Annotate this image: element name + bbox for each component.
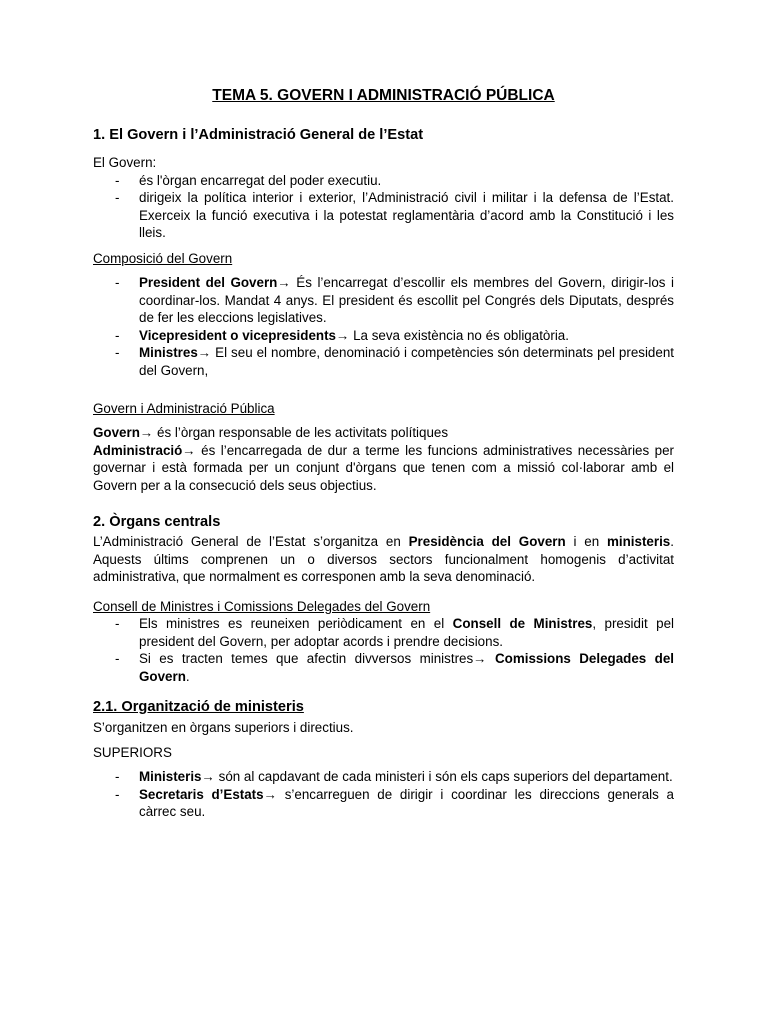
section-2-1-body	[93, 719, 674, 737]
list-item-text: → És l’encarregat d’escollir els membres del Govern, dirigir-los i coordinar-los. Mandat 4 anys. El president és escollit pel Congrés dels Diputats, després de fer les eleccions legislatives.	[139, 275, 674, 326]
document-title: TEMA 5. GOVERN I ADMINISTRACIÓ PÚBLICA	[212, 87, 555, 104]
list-item-bold: President del Govern	[139, 275, 278, 290]
list-item-bold: Secretaris d’Estats	[139, 786, 264, 802]
superiors-list	[93, 768, 674, 821]
bold-span: Comissions Delegades del Govern	[139, 651, 674, 684]
consell-heading: Consell de Ministres i Comissions Delegades del Govern	[93, 599, 431, 614]
section-1-body	[93, 154, 674, 242]
list-item-bold: Ministres	[139, 345, 198, 361]
section-1-list	[93, 172, 674, 242]
section-1	[93, 127, 674, 145]
list-item	[93, 768, 674, 786]
section-2-1	[93, 699, 674, 717]
govern-administracio-heading: Govern i Administració Pública	[93, 401, 275, 416]
list-item	[93, 786, 674, 821]
consell-body	[93, 615, 674, 685]
govern-administracio-body	[93, 424, 674, 494]
govern-definition: → és l’òrgan responsable de les activitats polítiques	[139, 425, 449, 440]
bold-span: ministeris	[607, 534, 671, 549]
composicio-body	[93, 274, 674, 380]
superiors-body	[93, 768, 674, 821]
text-span: .	[185, 668, 190, 684]
text-span: L’Administració General de l’Estat s’organitza en	[93, 534, 409, 549]
superiors-label: SUPERIORS	[93, 745, 172, 760]
list-item-text: → El seu el nombre, denominació i competències són determinats pel president del Govern,	[139, 345, 674, 378]
composicio-heading: Composició del Govern	[93, 251, 233, 266]
section-2-1-heading: 2.1. Organització de ministeris	[93, 699, 304, 715]
list-item: - és l'òrgan encarregat del poder executiu.	[93, 172, 674, 190]
administracio-paragraph	[93, 442, 674, 495]
administracio-term: Administració	[93, 442, 183, 458]
govern-paragraph	[93, 424, 674, 442]
list-item-bold: Ministeris	[139, 769, 202, 784]
composicio-list	[93, 274, 674, 380]
section-1-intro: El Govern:	[93, 155, 157, 170]
text-span: . Aquests últims comprenen un o diversos sectors funcionalment homogenis d’activitat administrativa, que normalment es corresponen amb la seva denominació.	[93, 534, 674, 585]
superiors-label-wrap	[93, 744, 674, 762]
list-item-text: → són al capdavant de cada ministeri i són els caps superiors del departament.	[201, 769, 673, 784]
section-2-paragraph	[93, 533, 674, 586]
administracio-definition: → és l’encarregada de dur a terme les funcions administratives necessàries per governar i està formada per un conjunt d'òrgans que tenen com a missió col·laborar amb el Govern per a la consecució dels seus objectius.	[93, 442, 674, 493]
section-2-1-intro: S’organitzen en òrgans superiors i directius.	[93, 720, 354, 735]
list-item	[93, 650, 674, 685]
govern-term: Govern	[93, 425, 140, 440]
text-span: i en	[565, 534, 607, 549]
list-item-text: → s’encarreguen de dirigir i coordinar les direccions generals a càrrec seu.	[139, 786, 674, 820]
list-item-bold: Vicepresident o vicepresidents	[139, 327, 336, 343]
section-2-body	[93, 533, 674, 586]
text-span: Els ministres es reuneixen periòdicament en el	[139, 616, 453, 631]
text-span: Si es tracten temes que afectin divversos ministres→	[139, 651, 495, 667]
list-item	[93, 344, 674, 379]
list-item	[93, 274, 674, 327]
composicio-section	[93, 250, 674, 268]
list-item-text: → La seva existència no és obligatòria.	[335, 327, 569, 343]
govern-administracio-section	[93, 400, 674, 418]
consell-list	[93, 615, 674, 685]
bold-span: Presidència del Govern	[408, 534, 566, 549]
list-item	[93, 615, 674, 650]
list-item: - dirigeix la política interior i exterior, l’Administració civil i militar i la defensa de l’Estat. Exerceix la funció executiva i la potestat reglamentària d’acord amb la Constitució i les lleis.	[93, 189, 674, 242]
section-2	[93, 514, 674, 532]
bold-span: Consell de Ministres	[452, 616, 593, 631]
list-item	[93, 327, 674, 345]
section-2-heading: 2. Òrgans centrals	[93, 514, 221, 530]
section-1-heading: 1. El Govern i l’Administració General de l’Estat	[93, 127, 424, 143]
consell-section	[93, 598, 674, 616]
text-span: , presidit pel president del Govern, per adoptar acords i prendre decisions.	[139, 616, 674, 649]
